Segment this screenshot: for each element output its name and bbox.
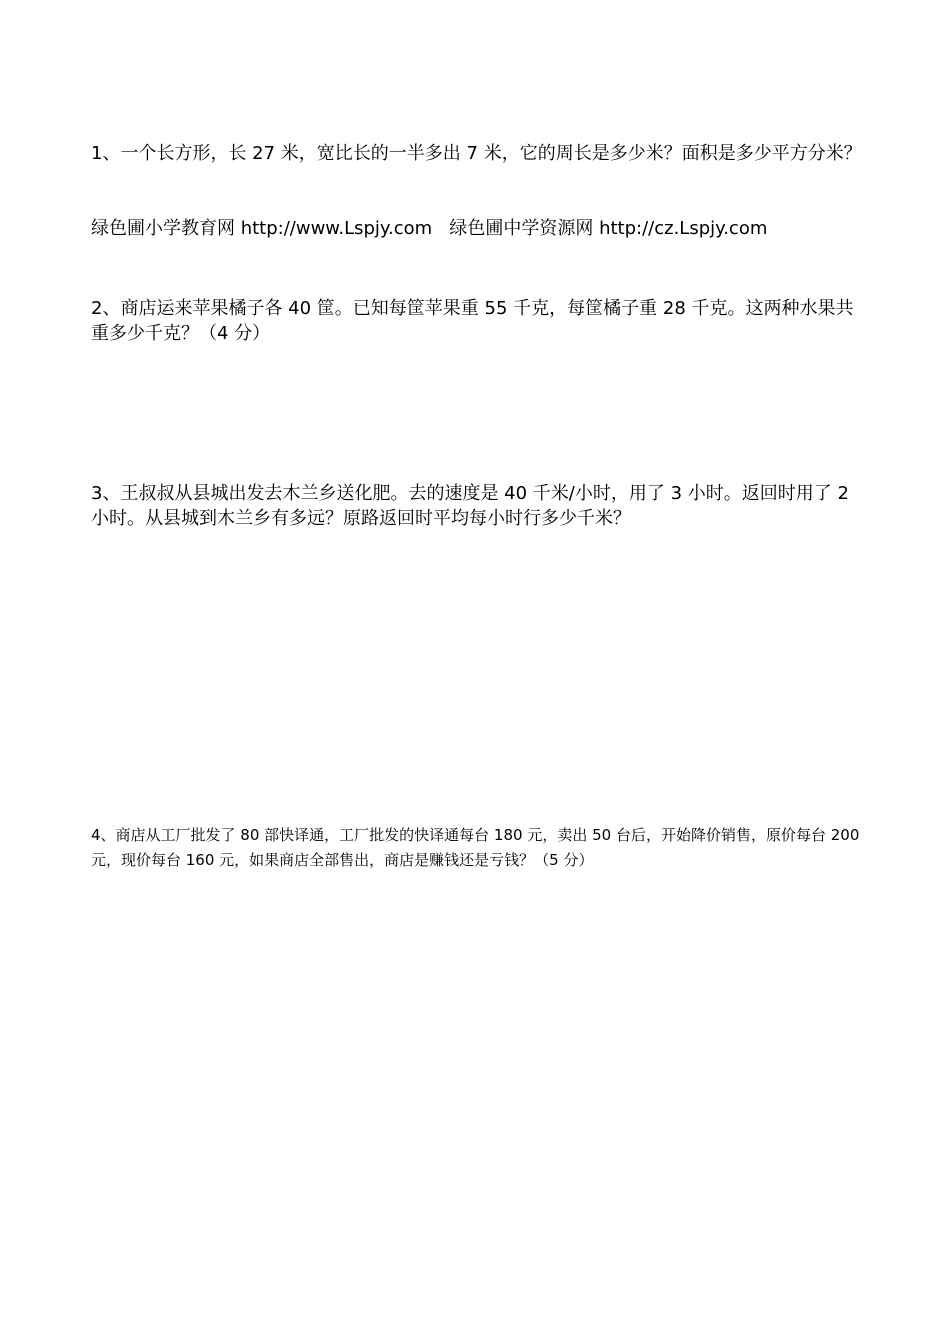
primary-school-website: 绿色圃小学教育网 http://www.Lspjy.com bbox=[91, 218, 433, 239]
website-line bbox=[91, 216, 866, 241]
question-2: 2、商店运来苹果橘子各 40 筐。已知每筐苹果重 55 千克，每筐橘子重 28 千克。这两种水果共重多少千克？（4 分） bbox=[91, 298, 854, 344]
question-4: 4、商店从工厂批发了 80 部快译通，工厂批发的快译通每台 180 元，卖出 50 台后，开始降价销售，原价每台 200 元，现价每台 160 元，如果商店全部售出，商店是赚钱还是亏钱？（5 分） bbox=[91, 826, 860, 869]
question-3: 3、王叔叔从县城出发去木兰乡送化肥。去的速度是 40 千米/小时，用了 3 小时。返回时用了 2 小时。从县城到木兰乡有多远？原路返回时平均每小时行多少千米？ bbox=[91, 483, 849, 529]
middle-school-website: 绿色圃中学资源网 http://cz.Lspjy.com bbox=[449, 218, 768, 239]
question-1: 1、一个长方形，长 27 米，宽比长的一半多出 7 米，它的周长是多少米？面积是多少平方分米？ bbox=[91, 143, 862, 164]
